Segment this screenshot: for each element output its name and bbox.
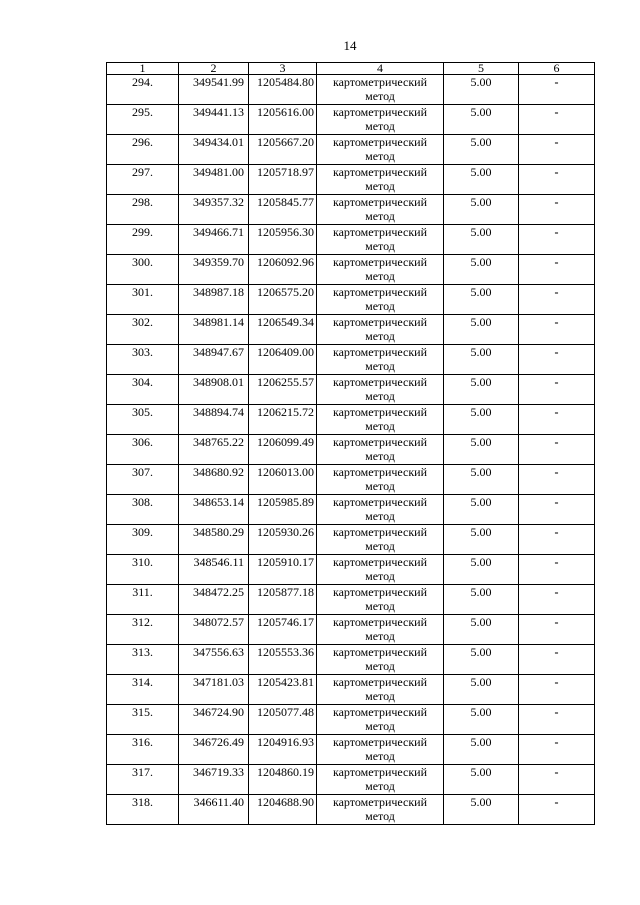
x-coordinate-cell: 348981.14	[179, 315, 249, 345]
table-row	[107, 345, 595, 375]
x-coordinate-cell: 349441.13	[179, 105, 249, 135]
method-cell	[317, 615, 444, 645]
method-line-1: картометрический	[332, 75, 428, 89]
note-cell: -	[519, 345, 595, 375]
method-cell	[317, 375, 444, 405]
point-number-cell: 297.	[107, 165, 179, 195]
method-cell	[317, 315, 444, 345]
note-cell: -	[519, 675, 595, 705]
method-cell	[317, 645, 444, 675]
method-line-1: картометрический	[332, 465, 428, 479]
y-coordinate-cell: 1206099.49	[249, 435, 317, 465]
y-coordinate-cell: 1205985.89	[249, 495, 317, 525]
x-coordinate-cell: 348580.29	[179, 525, 249, 555]
method-line-1: картометрический	[332, 585, 428, 599]
table-row	[107, 315, 595, 345]
page-number: 14	[343, 38, 357, 53]
column-header-4: 4	[317, 63, 444, 75]
accuracy-cell: 5.00	[444, 165, 519, 195]
x-coordinate-cell: 349434.01	[179, 135, 249, 165]
point-number-cell: 300.	[107, 255, 179, 285]
point-number-cell: 315.	[107, 705, 179, 735]
note-cell: -	[519, 225, 595, 255]
table-header-row	[107, 63, 595, 75]
y-coordinate-cell: 1205746.17	[249, 615, 317, 645]
y-coordinate-cell: 1205484.80	[249, 75, 317, 105]
method-line-1: картометрический	[332, 195, 428, 209]
point-number-cell: 318.	[107, 795, 179, 825]
method-line-2: метод	[365, 779, 395, 793]
table-row	[107, 525, 595, 555]
accuracy-cell: 5.00	[444, 105, 519, 135]
method-line-2: метод	[365, 809, 395, 823]
method-line-2: метод	[365, 179, 395, 193]
accuracy-cell: 5.00	[444, 585, 519, 615]
accuracy-cell: 5.00	[444, 705, 519, 735]
point-number-cell: 311.	[107, 585, 179, 615]
x-coordinate-cell: 348680.92	[179, 465, 249, 495]
accuracy-cell: 5.00	[444, 465, 519, 495]
y-coordinate-cell: 1205956.30	[249, 225, 317, 255]
method-cell	[317, 765, 444, 795]
x-coordinate-cell: 346611.40	[179, 795, 249, 825]
accuracy-cell: 5.00	[444, 135, 519, 165]
y-coordinate-cell: 1205667.20	[249, 135, 317, 165]
method-line-2: метод	[365, 659, 395, 673]
note-cell: -	[519, 495, 595, 525]
x-coordinate-cell: 346724.90	[179, 705, 249, 735]
method-line-1: картометрический	[332, 345, 428, 359]
point-number-cell: 303.	[107, 345, 179, 375]
x-coordinate-cell: 348947.67	[179, 345, 249, 375]
y-coordinate-cell: 1206409.00	[249, 345, 317, 375]
accuracy-cell: 5.00	[444, 225, 519, 255]
method-line-2: метод	[365, 329, 395, 343]
x-coordinate-cell: 348908.01	[179, 375, 249, 405]
y-coordinate-cell: 1206575.20	[249, 285, 317, 315]
method-line-1: картометрический	[332, 645, 428, 659]
method-cell	[317, 495, 444, 525]
note-cell: -	[519, 645, 595, 675]
point-number-cell: 308.	[107, 495, 179, 525]
table-row	[107, 735, 595, 765]
accuracy-cell: 5.00	[444, 285, 519, 315]
method-line-2: метод	[365, 749, 395, 763]
table-row	[107, 465, 595, 495]
y-coordinate-cell: 1205910.17	[249, 555, 317, 585]
point-number-cell: 299.	[107, 225, 179, 255]
method-cell	[317, 795, 444, 825]
note-cell: -	[519, 615, 595, 645]
note-cell: -	[519, 735, 595, 765]
note-cell: -	[519, 765, 595, 795]
method-cell	[317, 165, 444, 195]
x-coordinate-cell: 348546.11	[179, 555, 249, 585]
method-line-2: метод	[365, 629, 395, 643]
y-coordinate-cell: 1205553.36	[249, 645, 317, 675]
note-cell: -	[519, 255, 595, 285]
method-line-2: метод	[365, 479, 395, 493]
method-cell	[317, 465, 444, 495]
method-line-2: метод	[365, 539, 395, 553]
note-cell: -	[519, 195, 595, 225]
accuracy-cell: 5.00	[444, 405, 519, 435]
note-cell: -	[519, 435, 595, 465]
note-cell: -	[519, 585, 595, 615]
accuracy-cell: 5.00	[444, 525, 519, 555]
x-coordinate-cell: 347181.03	[179, 675, 249, 705]
y-coordinate-cell: 1204916.93	[249, 735, 317, 765]
method-line-2: метод	[365, 149, 395, 163]
accuracy-cell: 5.00	[444, 345, 519, 375]
table-row	[107, 225, 595, 255]
x-coordinate-cell: 348894.74	[179, 405, 249, 435]
method-line-2: метод	[365, 509, 395, 523]
method-line-1: картометрический	[332, 615, 428, 629]
method-cell	[317, 435, 444, 465]
method-line-2: метод	[365, 689, 395, 703]
y-coordinate-cell: 1205718.97	[249, 165, 317, 195]
method-line-1: картометрический	[332, 375, 428, 389]
method-line-2: метод	[365, 209, 395, 223]
method-cell	[317, 135, 444, 165]
table-row	[107, 375, 595, 405]
method-line-1: картометрический	[332, 735, 428, 749]
x-coordinate-cell: 349541.99	[179, 75, 249, 105]
note-cell: -	[519, 795, 595, 825]
note-cell: -	[519, 405, 595, 435]
x-coordinate-cell: 348653.14	[179, 495, 249, 525]
note-cell: -	[519, 375, 595, 405]
method-cell	[317, 225, 444, 255]
x-coordinate-cell: 346719.33	[179, 765, 249, 795]
accuracy-cell: 5.00	[444, 735, 519, 765]
method-line-2: метод	[365, 569, 395, 583]
method-line-2: метод	[365, 419, 395, 433]
method-line-2: метод	[365, 299, 395, 313]
y-coordinate-cell: 1205423.81	[249, 675, 317, 705]
column-header-6: 6	[519, 63, 595, 75]
method-line-1: картометрический	[332, 165, 428, 179]
x-coordinate-cell: 349357.32	[179, 195, 249, 225]
point-number-cell: 313.	[107, 645, 179, 675]
point-number-cell: 312.	[107, 615, 179, 645]
point-number-cell: 302.	[107, 315, 179, 345]
method-line-1: картометрический	[332, 285, 428, 299]
method-cell	[317, 705, 444, 735]
accuracy-cell: 5.00	[444, 495, 519, 525]
accuracy-cell: 5.00	[444, 795, 519, 825]
x-coordinate-cell: 348472.25	[179, 585, 249, 615]
table-row	[107, 615, 595, 645]
accuracy-cell: 5.00	[444, 75, 519, 105]
column-header-2: 2	[179, 63, 249, 75]
y-coordinate-cell: 1206092.96	[249, 255, 317, 285]
point-number-cell: 305.	[107, 405, 179, 435]
method-line-1: картометрический	[332, 435, 428, 449]
y-coordinate-cell: 1206255.57	[249, 375, 317, 405]
method-line-1: картометрический	[332, 525, 428, 539]
table-row	[107, 675, 595, 705]
method-line-1: картометрический	[332, 675, 428, 689]
x-coordinate-cell: 349481.00	[179, 165, 249, 195]
column-header-1: 1	[107, 63, 179, 75]
x-coordinate-cell: 348765.22	[179, 435, 249, 465]
note-cell: -	[519, 705, 595, 735]
accuracy-cell: 5.00	[444, 255, 519, 285]
method-line-2: метод	[365, 239, 395, 253]
method-cell	[317, 345, 444, 375]
method-cell	[317, 675, 444, 705]
note-cell: -	[519, 525, 595, 555]
method-line-2: метод	[365, 119, 395, 133]
accuracy-cell: 5.00	[444, 195, 519, 225]
accuracy-cell: 5.00	[444, 675, 519, 705]
x-coordinate-cell: 349359.70	[179, 255, 249, 285]
table-row	[107, 795, 595, 825]
method-line-2: метод	[365, 269, 395, 283]
table-body	[107, 75, 595, 825]
accuracy-cell: 5.00	[444, 375, 519, 405]
table-row	[107, 645, 595, 675]
point-number-cell: 301.	[107, 285, 179, 315]
y-coordinate-cell: 1205077.48	[249, 705, 317, 735]
y-coordinate-cell: 1206013.00	[249, 465, 317, 495]
method-line-1: картометрический	[332, 255, 428, 269]
table-row	[107, 255, 595, 285]
method-cell	[317, 195, 444, 225]
table-row	[107, 165, 595, 195]
method-cell	[317, 735, 444, 765]
note-cell: -	[519, 105, 595, 135]
method-line-2: метод	[365, 449, 395, 463]
note-cell: -	[519, 165, 595, 195]
method-line-2: метод	[365, 359, 395, 373]
accuracy-cell: 5.00	[444, 315, 519, 345]
method-cell	[317, 585, 444, 615]
point-number-cell: 306.	[107, 435, 179, 465]
column-header-5: 5	[444, 63, 519, 75]
table-row	[107, 585, 595, 615]
note-cell: -	[519, 75, 595, 105]
method-line-1: картометрический	[332, 765, 428, 779]
method-line-1: картометрический	[332, 315, 428, 329]
accuracy-cell: 5.00	[444, 645, 519, 675]
table-row	[107, 705, 595, 735]
method-line-1: картометрический	[332, 495, 428, 509]
table-row	[107, 195, 595, 225]
accuracy-cell: 5.00	[444, 765, 519, 795]
table-row	[107, 495, 595, 525]
method-line-1: картометрический	[332, 705, 428, 719]
table-row	[107, 105, 595, 135]
point-number-cell: 310.	[107, 555, 179, 585]
method-line-1: картометрический	[332, 105, 428, 119]
point-number-cell: 294.	[107, 75, 179, 105]
accuracy-cell: 5.00	[444, 615, 519, 645]
note-cell: -	[519, 285, 595, 315]
y-coordinate-cell: 1206215.72	[249, 405, 317, 435]
table-row	[107, 75, 595, 105]
y-coordinate-cell: 1205845.77	[249, 195, 317, 225]
x-coordinate-cell: 346726.49	[179, 735, 249, 765]
point-number-cell: 317.	[107, 765, 179, 795]
x-coordinate-cell: 347556.63	[179, 645, 249, 675]
table-row	[107, 765, 595, 795]
point-number-cell: 314.	[107, 675, 179, 705]
method-line-1: картометрический	[332, 405, 428, 419]
table-row	[107, 285, 595, 315]
x-coordinate-cell: 349466.71	[179, 225, 249, 255]
table-row	[107, 135, 595, 165]
point-number-cell: 298.	[107, 195, 179, 225]
note-cell: -	[519, 135, 595, 165]
table-row	[107, 435, 595, 465]
y-coordinate-cell: 1204688.90	[249, 795, 317, 825]
method-cell	[317, 255, 444, 285]
method-cell	[317, 105, 444, 135]
method-line-2: метод	[365, 89, 395, 103]
method-line-2: метод	[365, 599, 395, 613]
method-line-1: картометрический	[332, 135, 428, 149]
method-cell	[317, 75, 444, 105]
method-line-1: картометрический	[332, 795, 428, 809]
x-coordinate-cell: 348072.57	[179, 615, 249, 645]
method-line-2: метод	[365, 389, 395, 403]
point-number-cell: 296.	[107, 135, 179, 165]
x-coordinate-cell: 348987.18	[179, 285, 249, 315]
method-cell	[317, 285, 444, 315]
method-cell	[317, 525, 444, 555]
y-coordinate-cell: 1205930.26	[249, 525, 317, 555]
table-row	[107, 555, 595, 585]
y-coordinate-cell: 1205616.00	[249, 105, 317, 135]
point-number-cell: 309.	[107, 525, 179, 555]
point-number-cell: 307.	[107, 465, 179, 495]
method-line-2: метод	[365, 719, 395, 733]
method-line-1: картометрический	[332, 225, 428, 239]
coordinates-table	[106, 62, 595, 825]
table-row	[107, 405, 595, 435]
point-number-cell: 295.	[107, 105, 179, 135]
accuracy-cell: 5.00	[444, 435, 519, 465]
accuracy-cell: 5.00	[444, 555, 519, 585]
method-cell	[317, 555, 444, 585]
note-cell: -	[519, 465, 595, 495]
y-coordinate-cell: 1205877.18	[249, 585, 317, 615]
note-cell: -	[519, 315, 595, 345]
point-number-cell: 304.	[107, 375, 179, 405]
point-number-cell: 316.	[107, 735, 179, 765]
column-header-3: 3	[249, 63, 317, 75]
method-line-1: картометрический	[332, 555, 428, 569]
y-coordinate-cell: 1206549.34	[249, 315, 317, 345]
method-cell	[317, 405, 444, 435]
note-cell: -	[519, 555, 595, 585]
y-coordinate-cell: 1204860.19	[249, 765, 317, 795]
